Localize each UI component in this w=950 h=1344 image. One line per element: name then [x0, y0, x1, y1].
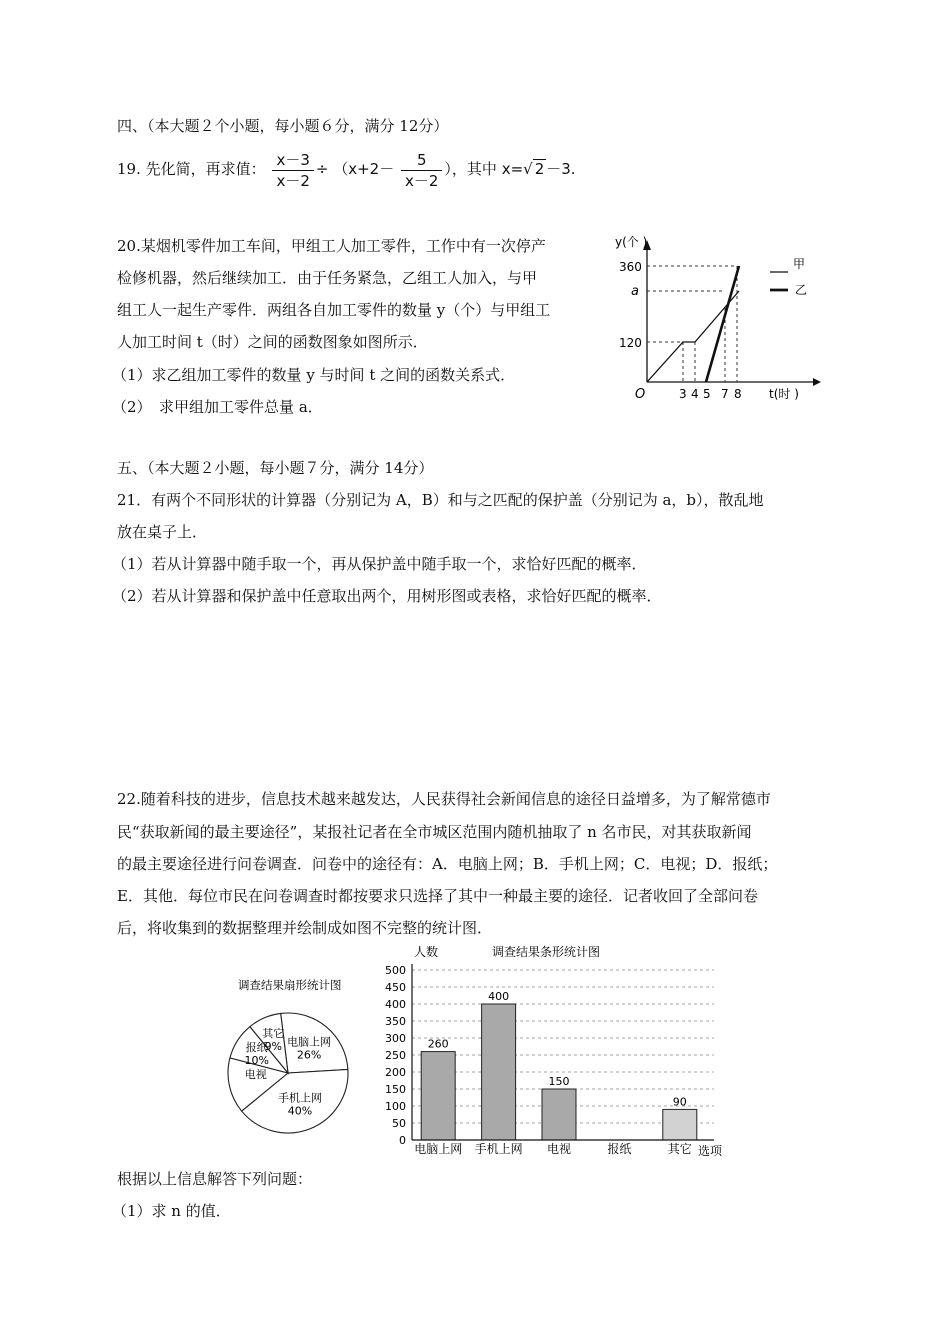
bar-x-tick-label: 其它 — [667, 1142, 692, 1156]
q20-line: 人加工时间 t（时）之间的函数图象如图所示． — [117, 333, 428, 351]
q19-tail: －3. — [546, 160, 576, 178]
graph-x-tick: 5 — [703, 387, 711, 401]
pie-slice-percent: 26% — [296, 1048, 322, 1062]
q19-fraction-1-numerator: x－3 — [272, 150, 313, 171]
q19-fraction-2 — [401, 150, 442, 191]
q22-line: 后，将收集到的数据整理并绘制成如图不完整的统计图． — [117, 919, 493, 937]
question-19 — [117, 146, 576, 192]
bar-y-tick-label: 500 — [385, 964, 406, 977]
q20-line: 20.某烟机零件加工车间，甲组工人加工零件，工作中有一次停产 — [117, 237, 546, 255]
bar-x-tick-label: 报纸 — [607, 1142, 632, 1156]
pie-slice-label: 电视 — [244, 1068, 267, 1082]
bar-value-label: 150 — [548, 1075, 570, 1088]
graph-y-label: y(个 ) — [615, 235, 648, 249]
section-5-heading: 五、（本大题２小题，每小题７分，满分 14分） — [117, 459, 434, 477]
q19-fraction-2-numerator: 5 — [401, 150, 442, 171]
pie-slice-label: 电脑上网 — [287, 1035, 332, 1049]
q19-fraction-1 — [272, 150, 313, 191]
q21-line: 放在桌子上． — [117, 523, 208, 541]
pie-slice-percent: 9% — [264, 1039, 283, 1053]
q21-line: 21．有两个不同形状的计算器（分别记为 A，B）和与之匹配的保护盖（分别记为 a，b），散乱地 — [117, 491, 764, 509]
q20-part-1: （1）求乙组加工零件的数量 y 与时间 t 之间的函数关系式． — [112, 366, 516, 384]
graph-y-tick-360: 360 — [619, 260, 642, 274]
q19-fraction-1-denominator: x－2 — [276, 171, 310, 190]
q20-line: 组工人一起生产零件．两组各自加工零件的数量 y（个）与甲组工 — [117, 301, 551, 319]
pie-slice-label: 其它 — [262, 1026, 285, 1040]
bar-电脑上网 — [421, 1052, 455, 1140]
bar-value-label: 90 — [672, 1095, 687, 1109]
q20-part-2: （2） 求甲组加工零件总量 a． — [112, 398, 323, 416]
pie-chart-title: 调查结果扇形统计图 — [238, 978, 342, 992]
q22-part-1: （1）求 n 的值． — [112, 1202, 231, 1220]
x-axis-arrow — [813, 378, 821, 386]
bar-x-tick-label: 电脑上网 — [414, 1142, 463, 1156]
q20-function-graph — [605, 228, 845, 408]
q19-paren-open: （x+2－ — [333, 160, 395, 178]
bar-y-tick-label: 0 — [399, 1134, 406, 1147]
bar-chart-title: 调查结果条形统计图 — [492, 945, 601, 959]
q20-line: 检修机器，然后继续加工．由于任务紧急，乙组工人加入，与甲 — [117, 269, 538, 287]
q22-line: 的最主要途径进行问卷调查．问卷中的途径有：A．电脑上网；B．手机上网；C．电视；D．报纸； — [117, 855, 778, 873]
bar-chart — [372, 942, 727, 1160]
q22-line: 民“获取新闻的最主要途径”，某报社记者在全市城区范围内随机抽取了 n 名市民，对其获取新闻 — [117, 823, 752, 841]
bar-y-tick-label: 100 — [385, 1100, 406, 1113]
bar-value-label: 400 — [488, 990, 510, 1003]
graph-y-tick-120: 120 — [619, 336, 642, 350]
pie-slice-label: 手机上网 — [278, 1091, 322, 1105]
q19-sqrt-arg: 2 — [534, 160, 545, 178]
graph-x-tick: 3 — [679, 387, 687, 401]
graph-x-tick: 4 — [691, 387, 699, 401]
pie-slice-label: 报纸 — [245, 1041, 268, 1054]
bar-y-tick-label: 400 — [385, 998, 406, 1011]
q19-label: 19. — [117, 160, 141, 178]
bar-其它 — [663, 1109, 697, 1140]
legend-yi-label: 乙 — [795, 283, 808, 297]
pie-slice-percent: 40% — [287, 1104, 313, 1118]
bar-y-tick-label: 50 — [392, 1117, 406, 1130]
graph-x-tick: 7 — [721, 387, 729, 401]
bar-x-tick-label: 手机上网 — [474, 1142, 523, 1156]
pie-slice-percent: 10% — [244, 1054, 269, 1067]
q21-part-2: （2）若从计算器和保护盖中任意取出两个，用树形图或表格，求恰好匹配的概率． — [112, 587, 662, 605]
q19-sqrt: √ 2 — [523, 160, 545, 178]
q22-after-line: 根据以上信息解答下列问题： — [117, 1170, 313, 1188]
q22-line: E．其他．每位市民在问卷调查时都按要求只选择了其中一种最主要的途径．记者收回了全部问卷 — [117, 887, 758, 905]
pie-chart — [220, 975, 380, 1140]
bar-y-tick-label: 350 — [385, 1015, 406, 1028]
bar-y-tick-label: 300 — [385, 1032, 406, 1045]
bar-y-tick-label: 200 — [385, 1066, 406, 1079]
legend-jia-label: 甲 — [793, 257, 806, 271]
bar-y-tick-label: 450 — [385, 981, 406, 994]
bar-电视 — [542, 1089, 576, 1140]
graph-origin: O — [635, 387, 646, 402]
section-4-heading: 四、（本大题２个小题，每小题６分，满分 12分） — [117, 117, 449, 135]
q19-paren-close: ），其中 x= — [444, 160, 524, 178]
bar-手机上网 — [482, 1004, 516, 1140]
bar-y-tick-label: 250 — [385, 1049, 406, 1062]
graph-x-tick: 8 — [734, 387, 742, 401]
bar-y-tick-label: 150 — [385, 1083, 406, 1096]
bar-x-tick-label: 电视 — [546, 1142, 572, 1156]
q19-division-sign: ÷ — [315, 160, 329, 178]
bar-chart-ylabel: 人数 — [414, 945, 439, 959]
graph-y-tick-a: a — [631, 284, 639, 299]
graph-x-label: t(时 ) — [769, 387, 799, 401]
q19-intro: 先化简，再求值： — [145, 160, 266, 178]
bar-chart-xlabel: 选项 — [698, 1144, 723, 1158]
q19-fraction-2-denominator: x－2 — [405, 171, 439, 190]
q22-line: 22.随着科技的进步，信息技术越来越发达，人民获得社会新闻信息的途径日益增多，为了解常德市 — [117, 790, 771, 808]
bar-value-label: 260 — [427, 1037, 449, 1051]
q21-part-1: （1）若从计算器中随手取一个，再从保护盖中随手取一个，求恰好匹配的概率． — [112, 555, 647, 573]
